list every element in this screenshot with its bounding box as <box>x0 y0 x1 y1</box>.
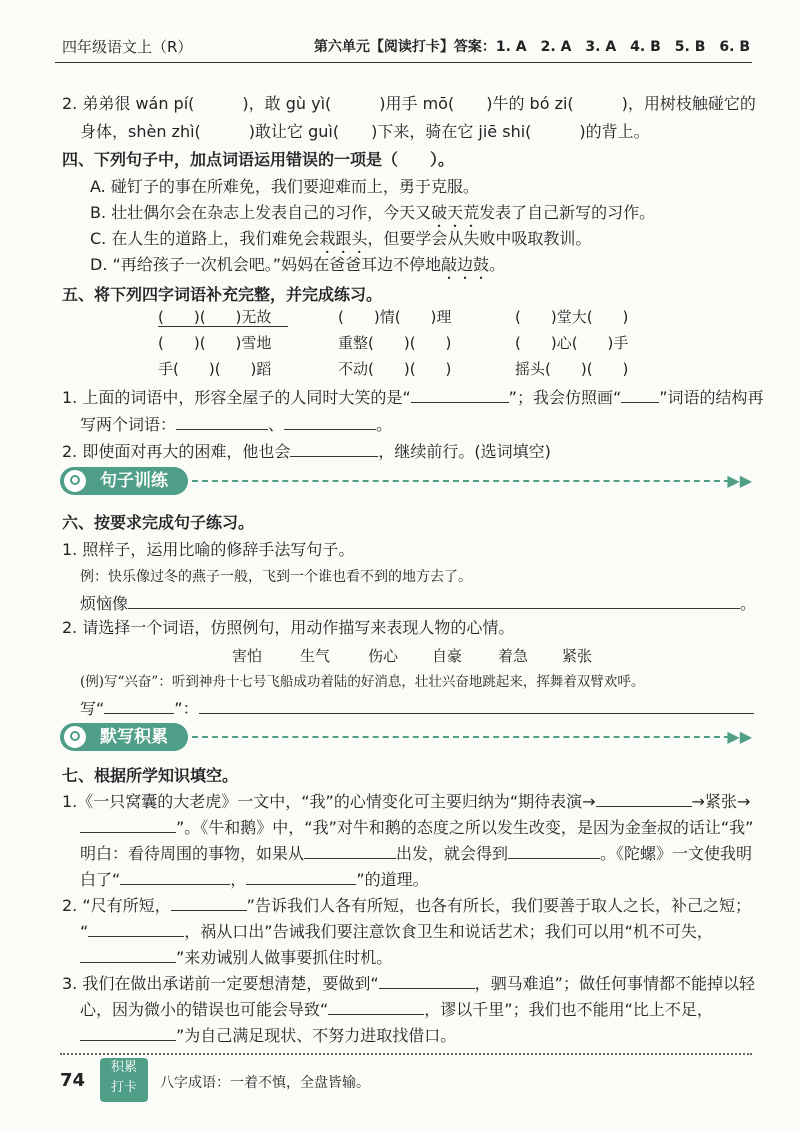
option-c-text1: C. 在人生的道路上，我们难免会 <box>90 229 320 248</box>
l3-text-c: 。《陀螺》一文使我明 <box>600 844 753 863</box>
banner-dash-line <box>192 480 730 482</box>
idiom-cell: 手( )( )蹈 <box>158 360 272 378</box>
lightbulb-icon <box>64 726 86 748</box>
lightbulb-icon <box>64 470 86 492</box>
word-choice: 生气 <box>300 647 331 665</box>
fill2-colon: ”： <box>174 699 199 718</box>
idiom-cell: ( )堂大( ) <box>515 308 629 326</box>
sec5-q1-line2 <box>80 413 392 435</box>
sec4-option-d <box>90 255 505 283</box>
l7-text: ”来劝诫别人做事要抓住时机。 <box>176 948 393 967</box>
sec7-l5 <box>62 894 751 916</box>
answer-blank[interactable] <box>171 894 247 911</box>
l2-text: ”。《牛和鹅》中，“我”对牛和鹅的态度之所以发生改变，是因为金奎叔的话让“我” <box>176 818 754 837</box>
idiom-row-3 <box>0 358 800 380</box>
word-choices <box>0 645 800 667</box>
q2-line2: 身体，shèn zhì( )敢让它 guì( )下来，骑在它 jiē shi( )的背上。 <box>80 122 650 141</box>
option-c-dotted: 栽跟头 <box>319 229 368 248</box>
answer-blank[interactable] <box>246 868 356 885</box>
section-banner-sentence <box>60 467 752 497</box>
l8-text-b: ，驷马难追”；做任何事情都不能掉以轻 <box>474 974 755 993</box>
idiom-cell: ( )心( )手 <box>515 334 629 352</box>
sec4-option-c <box>90 229 591 257</box>
option-d-text2: 。 <box>489 255 506 274</box>
sec4-option-b <box>90 203 655 231</box>
idiom-cell: ( )( )无故 <box>158 308 272 326</box>
page-number: 74 <box>60 1070 86 1091</box>
idiom-cell: ( )情( )理 <box>338 308 452 326</box>
fill2-prefix: 写“ <box>80 699 105 718</box>
q1-text-d: 写两个词语： <box>80 415 177 434</box>
idiom-cell: ( )( )雪地 <box>158 334 272 352</box>
l9-text-a: 心，因为微小的错误也可能会导致“ <box>80 1000 329 1019</box>
option-d-dotted: 敲边鼓 <box>441 255 490 274</box>
sec7-l3 <box>80 842 752 864</box>
sec6-example1: 例：快乐像过冬的燕子一般，飞到一个谁也看不到的地方去了。 <box>80 569 472 585</box>
sec7-l1 <box>62 790 750 812</box>
idiom-underline <box>158 326 288 327</box>
fill1-prefix: 烦恼像 <box>80 594 129 613</box>
answer-blank[interactable] <box>621 386 659 403</box>
answer-blank[interactable] <box>411 386 509 403</box>
word-choice: 伤心 <box>368 647 399 665</box>
answer-line[interactable] <box>199 697 754 714</box>
answer-blank[interactable] <box>80 946 176 963</box>
word-choice: 紧张 <box>562 647 593 665</box>
badge-line2: 打卡 <box>110 1080 137 1095</box>
l4-text-c: ”的道理。 <box>356 870 429 889</box>
option-b-text2: 发表了自己新写的习作。 <box>479 203 656 222</box>
sec4-title: 四、下列句子中，加点词语运用错误的一项是（ ）。 <box>62 150 455 169</box>
sec6-example2: (例)写“兴奋”：听到神舟十七号飞船成功着陆的好消息，壮壮兴奋地跳起来，挥舞着双臂欢呼。 <box>80 674 645 690</box>
sec7-l6 <box>80 920 713 942</box>
answer-blank[interactable] <box>176 413 268 430</box>
sec6-q2: 2. 请选择一个词语，仿照例句，用动作描写来表现人物的心情。 <box>62 618 515 637</box>
answer-blank[interactable] <box>284 413 376 430</box>
sec7-l9 <box>80 998 713 1020</box>
header-grade: 四年级语文上（R） <box>62 38 193 56</box>
sec7-l10 <box>80 1024 456 1046</box>
answer-blank[interactable] <box>508 842 600 859</box>
answer-blank[interactable] <box>379 972 475 989</box>
sec7-l8 <box>62 972 755 994</box>
sec7-l2 <box>80 816 753 838</box>
q1-text-c: ”词语的结构再 <box>659 388 764 407</box>
answer-blank[interactable] <box>88 920 184 937</box>
sec6-fill2 <box>80 697 754 719</box>
fill1-end: 。 <box>740 594 757 613</box>
footer-divider <box>60 1053 752 1055</box>
banner-label: 句子训练 <box>60 467 188 495</box>
option-b-text1: B. 壮壮偶尔会在杂志上发表自己的习作，今天又 <box>90 203 432 222</box>
sec7-l7 <box>80 946 392 968</box>
footer-idiom: 八字成语：一着不慎，全盘皆输。 <box>160 1075 370 1091</box>
word-choice: 着急 <box>498 647 529 665</box>
answer-blank[interactable] <box>304 842 396 859</box>
sec5-title: 五、将下列四字词语补充完整，并完成练习。 <box>62 285 383 304</box>
l9-text-b: ，谬以千里”；我们也不能用“比上不足， <box>424 1000 713 1019</box>
l1-text-b: →紧张→ <box>691 792 751 811</box>
l5-text-a: 2. “尺有所短， <box>62 896 171 915</box>
sec7-l4 <box>80 868 429 890</box>
q2-line1: 2. 弟弟很 wán pí( )，敢 gù yì( )用手 mō( )牛的 bó zi( )，用树枝触碰它的 <box>62 94 756 113</box>
answer-blank[interactable] <box>290 440 378 457</box>
header-divider <box>55 62 752 63</box>
sec7-title: 七、根据所学知识填空。 <box>62 766 239 785</box>
sec4-option-a: A. 碰钉子的事在所难免，我们要迎难而上，勇于克服。 <box>90 177 479 196</box>
answer-blank[interactable] <box>120 868 230 885</box>
header-answers: 第六单元【阅读打卡】答案：1. A 2. A 3. A 4. B 5. B 6. B <box>313 39 750 55</box>
answer-blank[interactable] <box>104 697 174 714</box>
idiom-cell: 重整( )( ) <box>338 334 452 352</box>
sec6-q1: 1. 照样子，运用比喻的修辞手法写句子。 <box>62 540 355 559</box>
word-choice: 害怕 <box>232 647 263 665</box>
answer-blank[interactable] <box>80 1024 176 1041</box>
banner-dash-line <box>192 736 730 738</box>
l3-text-b: 出发，就会得到 <box>396 844 509 863</box>
sec6-title: 六、按要求完成句子练习。 <box>62 513 255 532</box>
sec6-fill1 <box>80 592 756 614</box>
l3-text-a: 明白：看待周围的事物，如果从 <box>80 844 305 863</box>
l10-text: ”为自己满足现状、不努力进取找借口。 <box>176 1026 457 1045</box>
q1-text-e: 、 <box>268 415 285 434</box>
l6-text-a: “ <box>80 922 89 941</box>
l4-text-a: 白了“ <box>80 870 121 889</box>
answer-blank[interactable] <box>80 816 176 833</box>
idiom-cell: 不动( )( ) <box>338 360 452 378</box>
option-c-text2: ，但要学会从失败中吸取教训。 <box>367 229 592 248</box>
idiom-cell: 摇头( )( ) <box>515 360 629 378</box>
idiom-row-2 <box>0 332 800 354</box>
answer-blank[interactable] <box>596 790 692 807</box>
badge-line1: 积累 <box>110 1060 137 1075</box>
l6-text-b: ，祸从口出”告诫我们要注意饮食卫生和说话艺术；我们可以用“机不可失， <box>184 922 713 941</box>
section-banner-dictation <box>60 723 752 753</box>
double-arrow-icon: ▶▶ <box>727 471 752 490</box>
answer-line[interactable] <box>128 592 740 609</box>
sec5-q1-line1 <box>62 386 764 408</box>
l1-text-a: 1.《一只窝囊的大老虎》一文中，“我”的心情变化可主要归纳为“期待表演→ <box>62 792 596 811</box>
double-arrow-icon: ▶▶ <box>727 727 752 746</box>
option-d-text1: D. “再给孩子一次机会吧。”妈妈在爸爸耳边不停地 <box>90 255 442 274</box>
sec5-q2 <box>62 440 551 462</box>
q2-text-a: 2. 即使面对再大的困难，他也会 <box>62 442 291 461</box>
l5-text-b: ”告诉我们人各有所短，也各有所长，我们要善于取人之长，补己之短； <box>246 896 751 915</box>
l8-text-a: 3. 我们在做出承诺前一定要想清楚，要做到“ <box>62 974 379 993</box>
option-b-dotted: 破天荒 <box>431 203 480 222</box>
q2-text-b: ，继续前行。(选词填空) <box>378 442 551 461</box>
footer-badge <box>100 1058 148 1102</box>
idiom-row-1 <box>0 306 800 328</box>
q1-text-f: 。 <box>376 415 393 434</box>
answer-blank[interactable] <box>328 998 424 1015</box>
word-choice: 自豪 <box>432 647 463 665</box>
q1-text-b: ”；我会仿照画“ <box>508 388 622 407</box>
l4-text-b: ， <box>230 870 247 889</box>
banner-label: 默写积累 <box>60 723 188 751</box>
q1-text-a: 1. 上面的词语中，形容全屋子的人同时大笑的是“ <box>62 388 411 407</box>
